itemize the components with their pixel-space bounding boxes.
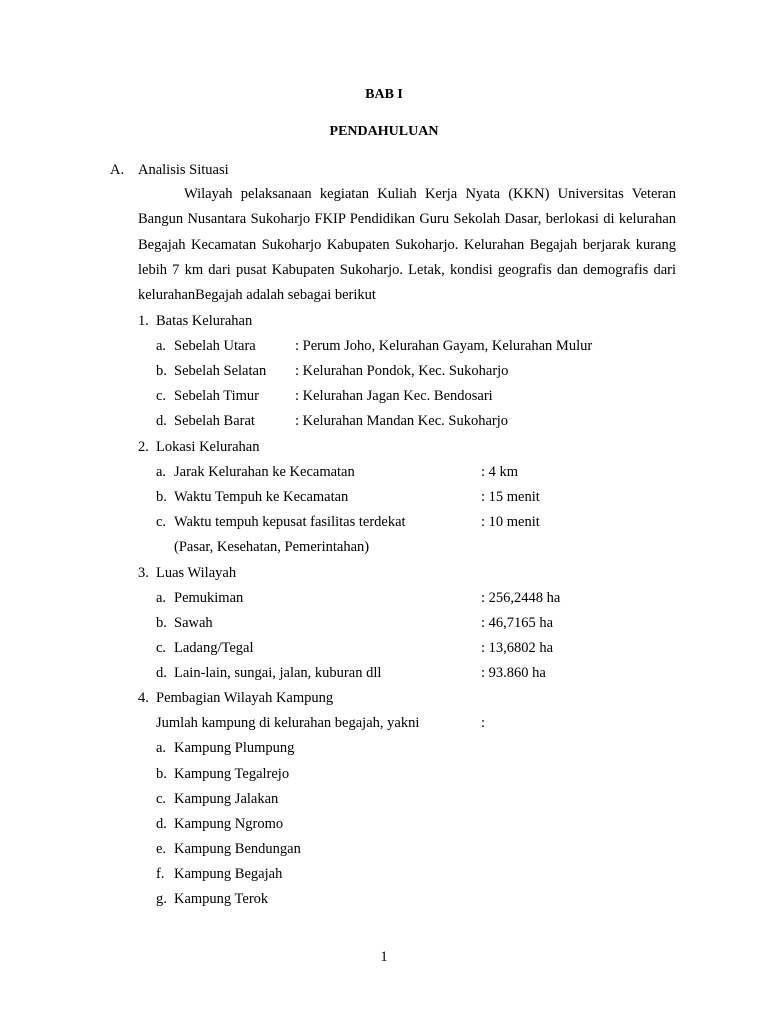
row-value: : Kelurahan Jagan Kec. Bendosari bbox=[295, 388, 493, 404]
item-label: Lokasi Kelurahan bbox=[156, 439, 260, 455]
list-letter: c. bbox=[156, 791, 167, 807]
list-letter: f. bbox=[156, 866, 165, 882]
row-value: : Perum Joho, Kelurahan Gayam, Kelurahan Mulur bbox=[295, 338, 593, 354]
row-note: (Pasar, Kesehatan, Pemerintahan) bbox=[174, 539, 370, 555]
list-item: Kampung Tegalrejo bbox=[174, 766, 290, 782]
item-label: Pembagian Wilayah Kampung bbox=[156, 690, 334, 706]
row-letter: a. bbox=[156, 464, 167, 480]
row-value: : 15 menit bbox=[481, 489, 540, 505]
row-letter: c. bbox=[156, 640, 167, 656]
row-label: Pemukiman bbox=[174, 590, 244, 606]
item-number: 4. bbox=[138, 690, 149, 706]
item-label: Luas Wilayah bbox=[156, 565, 237, 581]
row-value: : Kelurahan Pondok, Kec. Sukoharjo bbox=[295, 363, 509, 379]
list-letter: e. bbox=[156, 841, 167, 857]
item-intro: Jumlah kampung di kelurahan begajah, yakni bbox=[156, 715, 420, 731]
row-label: Lain-lain, sungai, jalan, kuburan dll bbox=[174, 665, 382, 681]
row-label: Sebelah Barat bbox=[174, 413, 255, 429]
list-letter: a. bbox=[156, 740, 167, 756]
row-value: : 256,2448 ha bbox=[481, 590, 561, 606]
row-label: Sebelah Utara bbox=[174, 338, 256, 354]
list-letter: d. bbox=[156, 816, 167, 832]
item-number: 1. bbox=[138, 313, 149, 329]
list-item: Kampung Ngromo bbox=[174, 816, 284, 832]
row-letter: b. bbox=[156, 363, 167, 379]
row-letter: d. bbox=[156, 665, 167, 681]
row-label: Sawah bbox=[174, 615, 213, 631]
list-item: Kampung Bendungan bbox=[174, 841, 301, 857]
section-marker: A. bbox=[110, 162, 125, 178]
row-label: Sebelah Selatan bbox=[174, 363, 267, 379]
row-value: : 46,7165 ha bbox=[481, 615, 554, 631]
row-letter: a. bbox=[156, 590, 167, 606]
item-label: Batas Kelurahan bbox=[156, 313, 253, 329]
item-intro-colon: : bbox=[481, 715, 486, 731]
row-label: Ladang/Tegal bbox=[174, 640, 254, 656]
row-letter: b. bbox=[156, 615, 167, 631]
list-item: Kampung Begajah bbox=[174, 866, 283, 882]
page-number: 1 bbox=[380, 949, 388, 965]
page-title: PENDAHULUAN bbox=[329, 124, 439, 139]
row-label: Waktu Tempuh ke Kecamatan bbox=[174, 489, 349, 505]
row-letter: a. bbox=[156, 338, 167, 354]
row-letter: b. bbox=[156, 489, 167, 505]
row-value: : 4 km bbox=[481, 464, 519, 480]
intro-paragraph bbox=[138, 182, 676, 308]
list-letter: b. bbox=[156, 766, 167, 782]
paragraph-text: Wilayah pelaksanaan kegiatan Kuliah Kerja Nyata (KKN) Universitas Veteran Bangun Nusantara Sukoharjo FKIP Pendidikan Guru Sekolah Dasar, berlokasi di kelurahan Begajah Kecamatan Sukoharjo Kabupaten Sukoharjo. Kelurahan Begajah berjarak kurang lebih 7 km dari pusat Kabupaten Sukoharjo. Letak, kondisi geografis dan demografis dari kelurahanBegajah adalah sebagai berikut bbox=[138, 186, 676, 304]
row-value: : Kelurahan Mandan Kec. Sukoharjo bbox=[295, 413, 509, 429]
row-letter: d. bbox=[156, 413, 167, 429]
list-item: Kampung Plumpung bbox=[174, 740, 295, 756]
row-label: Sebelah Timur bbox=[174, 388, 259, 404]
list-letter: g. bbox=[156, 891, 167, 907]
row-value: : 13,6802 ha bbox=[481, 640, 554, 656]
row-value: : 10 menit bbox=[481, 514, 540, 530]
row-letter: c. bbox=[156, 388, 167, 404]
item-number: 3. bbox=[138, 565, 149, 581]
chapter-heading: BAB I bbox=[365, 87, 403, 102]
list-item: Kampung Jalakan bbox=[174, 791, 279, 807]
row-label: Jarak Kelurahan ke Kecamatan bbox=[174, 464, 355, 480]
section-label: Analisis Situasi bbox=[138, 162, 229, 178]
row-value: : 93.860 ha bbox=[481, 665, 546, 681]
list-item: Kampung Terok bbox=[174, 891, 269, 907]
item-number: 2. bbox=[138, 439, 149, 455]
row-label: Waktu tempuh kepusat fasilitas terdekat bbox=[174, 514, 406, 530]
row-letter: c. bbox=[156, 514, 167, 530]
